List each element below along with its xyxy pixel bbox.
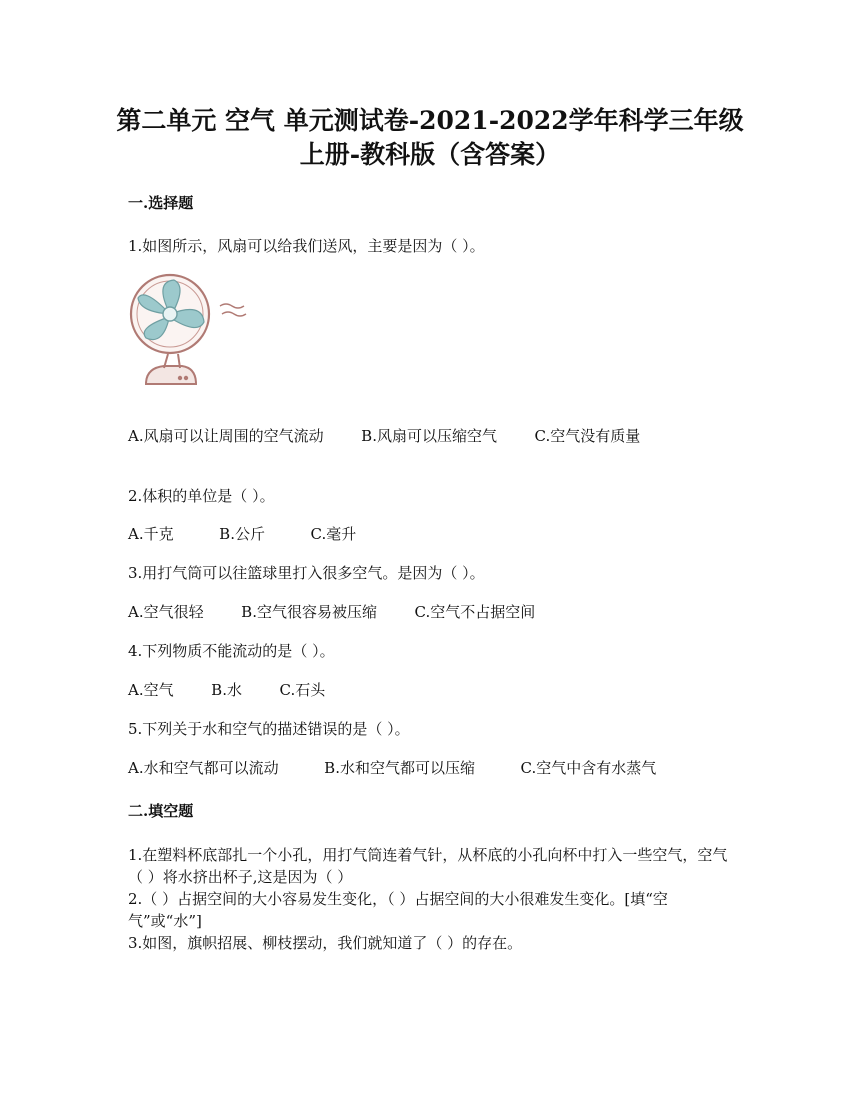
option-a: A.空气很轻 (128, 603, 204, 621)
electric-fan-illustration (124, 272, 250, 390)
option-c: C.空气不占据空间 (414, 603, 536, 621)
section-heading-choice: 一.选择题 (128, 194, 194, 212)
question-5-options (128, 757, 656, 778)
fill-question-3: 3.如图，旗帜招展、柳枝摆动，我们就知道了（ ）的存在。 (128, 934, 523, 952)
option-a: A.风扇可以让周围的空气流动 (128, 427, 324, 445)
question-4-options (128, 679, 325, 700)
option-c: C.空气中含有水蒸气 (520, 759, 657, 777)
question-2-options (128, 523, 356, 544)
option-b: B.水 (211, 681, 242, 699)
document-title-line-1: 第二单元 空气 单元测试卷-2021-2022学年科学三年级 (116, 106, 744, 135)
fill-question-2: 2.（ ）占据空间的大小容易发生变化，（ ）占据空间的大小很难发生变化。[填“空气”或“水”] (128, 890, 668, 930)
option-a: A.空气 (128, 681, 174, 699)
option-c: C.空气没有质量 (534, 427, 641, 445)
option-b: B.空气很容易被压缩 (241, 603, 377, 621)
question-1-options (128, 425, 640, 446)
question-5: 5.下列关于水和空气的描述错误的是（ ）。 (128, 720, 410, 738)
option-b: B.风扇可以压缩空气 (361, 427, 497, 445)
option-c: C.毫升 (310, 525, 357, 543)
fill-question-1: 1.在塑料杯底部扎一个小孔，用打气筒连着气针，从杯底的小孔向杯中打入一些空气，空气（ ）将水挤出杯子,这是因为（ ） (128, 846, 728, 886)
question-1: 1.如图所示，风扇可以给我们送风，主要是因为（ ）。 (128, 237, 485, 255)
question-4: 4.下列物质不能流动的是（ ）。 (128, 642, 335, 660)
option-a: A.千克 (128, 525, 174, 543)
option-b: B.水和空气都可以压缩 (324, 759, 475, 777)
document-title-line-2: 上册-教科版（含答案） (299, 140, 561, 169)
section-heading-fill: 二.填空题 (128, 802, 194, 820)
question-3-options (128, 601, 535, 622)
option-a: A.水和空气都可以流动 (128, 759, 279, 777)
question-2: 2.体积的单位是（ ）。 (128, 487, 275, 505)
question-3: 3.用打气筒可以往篮球里打入很多空气。是因为（ ）。 (128, 564, 485, 582)
option-c: C.石头 (279, 681, 326, 699)
option-b: B.公斤 (219, 525, 265, 543)
